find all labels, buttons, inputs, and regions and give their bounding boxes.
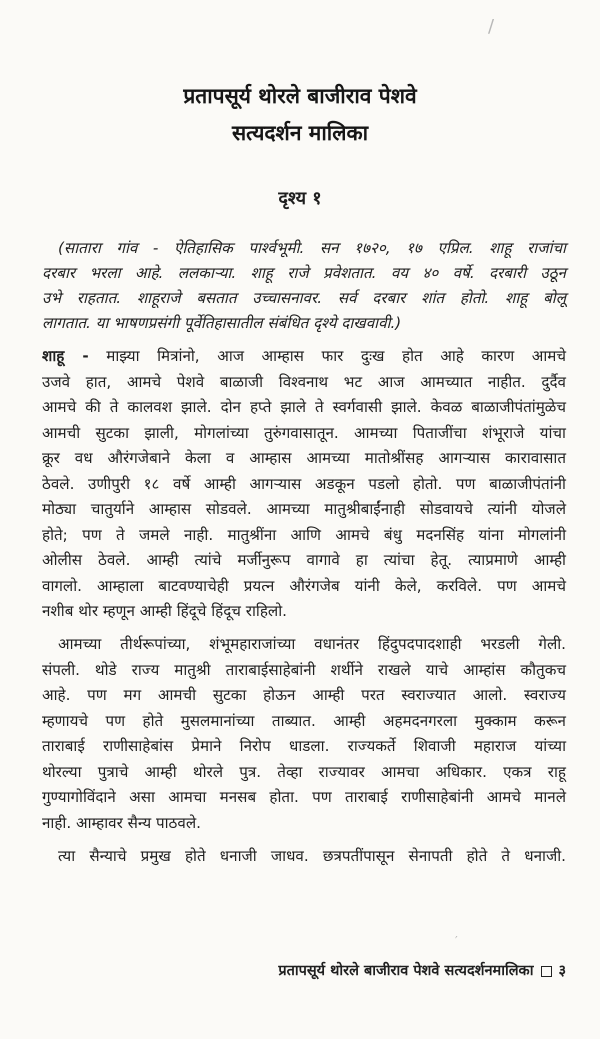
paragraph-line: वागलो. आम्हाला बाटवण्याचेही प्रयत्न औरंगजेब यांनी केले, करविले. पण आमचे — [42, 577, 566, 595]
page-title-line-2: सत्यदर्शन मालिका — [231, 121, 369, 145]
page-title-line-1: प्रतापसूर्य थोरले बाजीराव पेशवे — [183, 84, 417, 108]
paragraph-line: उजवे हात, आमचे पेशवे बाळाजी विश्वनाथ भट आज आमच्यात नाहीत. दुर्दैव — [42, 373, 566, 391]
paragraph-line: नाही. आम्हावर सैन्य पाठवले. — [42, 814, 201, 832]
footer-book-title: प्रतापसूर्य थोरले बाजीराव पेशवे सत्यदर्शनमालिका — [278, 963, 534, 979]
paragraph-line: क्रूर वध औरंगजेबाने केला व आम्हास आमच्या मातोश्रींसह आगऱ्यास कारावासात — [42, 449, 566, 467]
page-footer — [278, 960, 566, 980]
paragraph-line: नशीब थोर म्हणून आम्ही हिंदूचे हिंदूच राहिलो. — [42, 602, 287, 620]
paragraph-line: होते; पण ते जमले नाही. मातुश्रींना आणि आमचे बंधु मदनसिंह यांना मोगलांनी — [42, 526, 566, 544]
paragraph-line: ओलीस ठेवले. आम्ही त्यांचे मर्जीनुरूप वागावे हा त्यांचा हेतू. त्याप्रमाणे आम्ही — [42, 551, 566, 569]
scan-mark: / — [488, 16, 495, 37]
stage-direction-line: लागतात. या भाषणप्रसंगी पूर्वेतिहासातील संबंधित दृश्ये दाखवावी.) — [42, 314, 402, 332]
paragraph-line: गुण्यागोविंदाने असा आमचा मनसब होता. पण ताराबाई राणीसाहेबांनी आमचे मानले — [42, 788, 566, 806]
square-bullet-icon — [541, 966, 552, 977]
paragraph-line: आमची सुटका झाली, मोगलांच्या तुरुंगवासातून. आमच्या पिताजींचा शंभूराजे यांचा — [42, 424, 566, 442]
page-number: ३ — [558, 963, 566, 979]
paragraph-line: आमच्या तीर्थरूपांच्या, शंभूमहाराजांच्या वधानंतर हिंदुपदपादशाही भरडली गेली. — [58, 635, 566, 653]
paragraph-line: ठेवले. उणीपुरी १८ वर्षे आम्ही आगऱ्यास अडकून पडलो होतो. पण बाळाजीपंतांनी — [42, 475, 566, 493]
paragraph-line: थोरल्या पुत्राचे आम्ही थोरले पुत्र. तेव्हा राज्यावर आमचा अधिकार. एकत्र राहू — [42, 763, 566, 781]
stage-direction-line: दरबार भरला आहे. ललकाऱ्या. शाहू राजे प्रवेशतात. वय ४० वर्षे. दरबारी उठून — [42, 264, 566, 282]
paragraph-line: आमचे की ते कालवश झाले. दोन हप्ते झाले ते स्वर्गवासी झाले. केवळ बाळाजीपंतांमुळेच — [42, 398, 566, 416]
speaker-name: शाहू - — [42, 347, 89, 365]
paragraph-line: आहे. पण मग आमची सुटका होऊन आम्ही परत स्वराज्यात आलो. स्वराज्य — [42, 686, 566, 704]
paragraph-line: मोठ्या चातुर्याने आम्हास सोडवले. आमच्या मातुश्रीबाईंनाही सोडवायचे त्यांनी योजले — [42, 500, 566, 518]
scene-heading: दृश्य १ — [278, 188, 322, 209]
stage-direction-line: (सातारा गांव - ऐतिहासिक पार्श्वभूमी. सन १७२०, १७ एप्रिल. शाहू राजांचा — [58, 239, 566, 257]
paragraph-line: त्या सैन्याचे प्रमुख होते धनाजी जाधव. छत्रपतींपासून सेनापती होते ते धनाजी. — [58, 847, 566, 865]
speech-text: माझ्या मित्रांनो, आज आम्हास फार दुःख होत आहे कारण आमचे — [106, 347, 567, 365]
scan-mark: ′ — [455, 934, 458, 948]
stage-direction-line: उभे राहतात. शाहूराजे बसतात उच्चासनावर. सर्व दरबार शांत होतो. शाहू बोलू — [42, 289, 566, 307]
speech-first-line — [42, 345, 566, 367]
paragraph-line: संपली. थोडे राज्य मातुश्री ताराबाईसाहेबांनी शर्थीने राखले याचे आम्हांस कौतुकच — [42, 661, 566, 679]
paragraph-line: ताराबाई राणीसाहेबांस प्रेमाने निरोप धाडला. राज्यकर्ते शिवाजी महाराज यांच्या — [42, 737, 566, 755]
paragraph-line: म्हणायचे पण होते मुसलमानांच्या ताब्यात. आम्ही अहमदनगरला मुक्काम करून — [42, 712, 566, 730]
